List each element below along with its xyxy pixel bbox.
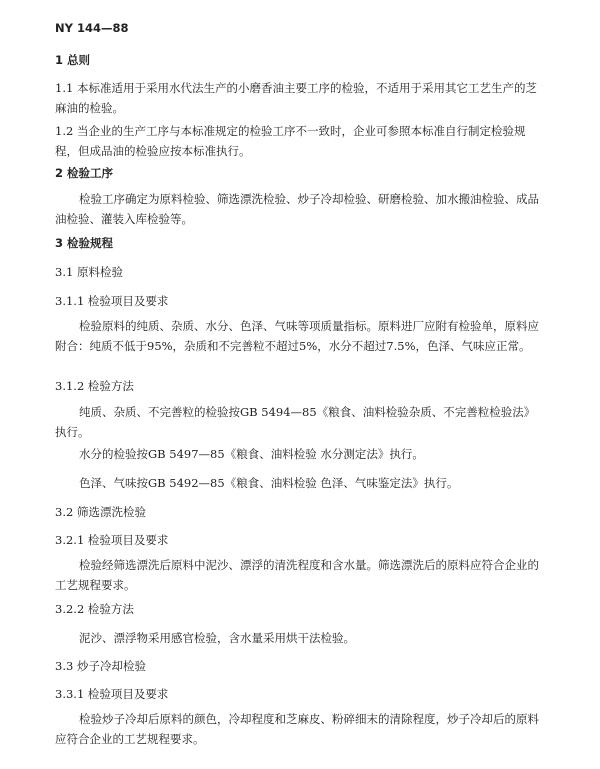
clause-1-2: 1.2 当企业的生产工序与本标准规定的检验工序不一致时，企业可参照本标准自行制定检验规程，但成品油的检验应按本标准执行。 <box>55 124 526 158</box>
clause-3-2-heading: 3.2 筛选漂洗检验 <box>55 505 146 519</box>
clause-3-1-2-heading: 3.1.2 检验方法 <box>55 379 134 393</box>
clause-3-1-heading: 3.1 原料检验 <box>55 265 123 279</box>
section-1-heading: 1 总则 <box>55 53 91 67</box>
standard-code-header: NY 144—88 <box>55 21 129 35</box>
section-2-paragraph: 检验工序确定为原料检验、筛选漂洗检验、炒子冷却检验、研磨检验、加水搬油检验、成品油检验、灌装入库检验等。 <box>55 192 539 226</box>
clause-3-1-1-heading: 3.1.1 检验项目及要求 <box>55 294 169 308</box>
clause-3-1-2-paragraph-c: 色泽、气味按GB 5492—85《粮食、油料检验 色泽、气味鉴定法》执行。 <box>79 476 459 490</box>
clause-3-3-1-heading: 3.3.1 检验项目及要求 <box>55 687 169 701</box>
clause-3-1-2-paragraph-b: 水分的检验按GB 5497—85《粮食、油料检验 水分测定法》执行。 <box>79 447 424 461</box>
clause-3-1-2-paragraph-a: 纯质、杂质、不完善粒的检验按GB 5494—85《粮食、油料检验杂质、不完善粒检验法》执行。 <box>55 405 536 439</box>
clause-3-2-2-paragraph: 泥沙、漂浮物采用感官检验，含水量采用烘干法检验。 <box>79 631 355 645</box>
section-2-heading: 2 检验工序 <box>55 166 114 180</box>
clause-1-1: 1.1 本标准适用于采用水代法生产的小磨香油主要工序的检验，不适用于采用其它工艺生产的芝麻油的检验。 <box>55 81 537 115</box>
clause-3-2-2-heading: 3.2.2 检验方法 <box>55 602 134 616</box>
clause-3-2-1-heading: 3.2.1 检验项目及要求 <box>55 533 169 547</box>
clause-3-3-heading: 3.3 炒子冷却检验 <box>55 659 146 673</box>
section-3-heading: 3 检验规程 <box>55 236 114 250</box>
clause-3-3-1-paragraph: 检验炒子冷却后原料的颜色，冷却程度和芝麻皮、粉碎细末的清除程度，炒子冷却后的原料应符合企业的工艺规程要求。 <box>55 712 539 746</box>
clause-3-2-1-paragraph: 检验经筛选漂洗后原料中泥沙、漂浮的清洗程度和含水量。筛选漂洗后的原料应符合企业的工艺规程要求。 <box>55 558 539 592</box>
clause-3-1-1-paragraph: 检验原料的纯质、杂质、水分、色泽、气味等项质量指标。原料进厂应附有检验单，原料应附合：纯质不低于95%，杂质和不完善粒不超过5%，水分不超过7.5%，色泽、气味应正常。 <box>55 319 539 353</box>
